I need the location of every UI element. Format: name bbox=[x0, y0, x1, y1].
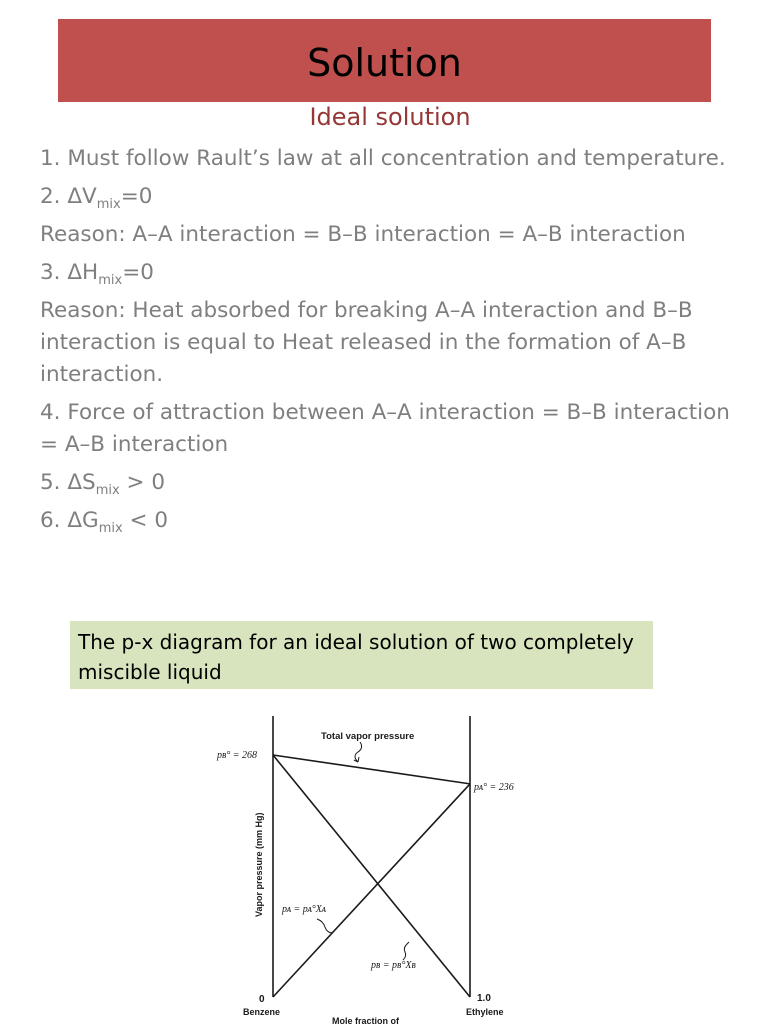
pa-line-label: pᴀ = pᴀ°Xᴀ bbox=[282, 904, 326, 915]
pb-line-label: pʙ = pʙ°Xʙ bbox=[371, 960, 416, 971]
point-3-suffix: =0 bbox=[122, 260, 154, 285]
total-pointer bbox=[354, 742, 362, 762]
point-6-prefix: 6. ΔG bbox=[40, 508, 99, 533]
points-list bbox=[40, 143, 740, 543]
right-component-label: Ethylene bbox=[466, 1007, 504, 1017]
point-6 bbox=[40, 505, 740, 537]
point-6-sub: mix bbox=[98, 521, 123, 536]
point-3-reason: Reason: Heat absorbed for breaking A–A interaction and B–B interaction is equal to Heat released in the formation of A–B interaction. bbox=[40, 298, 693, 387]
point-5-sub: mix bbox=[95, 483, 120, 498]
point-2-suffix: =0 bbox=[120, 184, 153, 209]
pb-pointer bbox=[403, 942, 409, 960]
title-bar bbox=[58, 19, 711, 102]
point-2-sub: mix bbox=[96, 197, 121, 212]
point-3 bbox=[40, 257, 740, 289]
point-3-sub: mix bbox=[98, 273, 123, 288]
total-vapor-pressure-line bbox=[273, 755, 470, 784]
px-diagram-svg bbox=[205, 712, 545, 1024]
point-2-reason: Reason: A–A interaction = B–B interaction = A–B interaction bbox=[40, 222, 686, 247]
px-diagram bbox=[205, 712, 545, 1024]
one-label: 1.0 bbox=[477, 993, 491, 1004]
x-axis-label: Mole fraction of bbox=[332, 1016, 399, 1024]
pb-endpoint-label: pʙ° = 268 bbox=[217, 750, 258, 761]
point-3-prefix: 3. ΔH bbox=[40, 260, 99, 285]
point-5 bbox=[40, 467, 740, 499]
slide-title: Solution bbox=[307, 40, 462, 85]
y-axis-label: Vapor pressure (mm Hg) bbox=[254, 812, 264, 917]
subtitle: Ideal solution bbox=[309, 103, 471, 131]
total-label: Total vapor pressure bbox=[321, 731, 415, 742]
point-5-suffix: > 0 bbox=[119, 470, 166, 495]
point-5-prefix: 5. ΔS bbox=[40, 470, 96, 495]
pa-endpoint-label: pᴀ° = 236 bbox=[474, 782, 514, 793]
left-component-label: Benzene bbox=[243, 1007, 281, 1017]
point-6-suffix: < 0 bbox=[122, 508, 169, 533]
point-2 bbox=[40, 181, 740, 213]
point-4: 4. Force of attraction between A–A interaction = B–B interaction = A–B interaction bbox=[40, 400, 730, 457]
zero-label: 0 bbox=[259, 994, 265, 1005]
callout-box: The p-x diagram for an ideal solution of two completely miscible liquid bbox=[70, 621, 653, 689]
point-2-prefix: 2. ΔV bbox=[40, 184, 97, 209]
point-1: 1. Must follow Rault’s law at all concentration and temperature. bbox=[40, 146, 726, 171]
pa-pointer bbox=[317, 919, 333, 933]
